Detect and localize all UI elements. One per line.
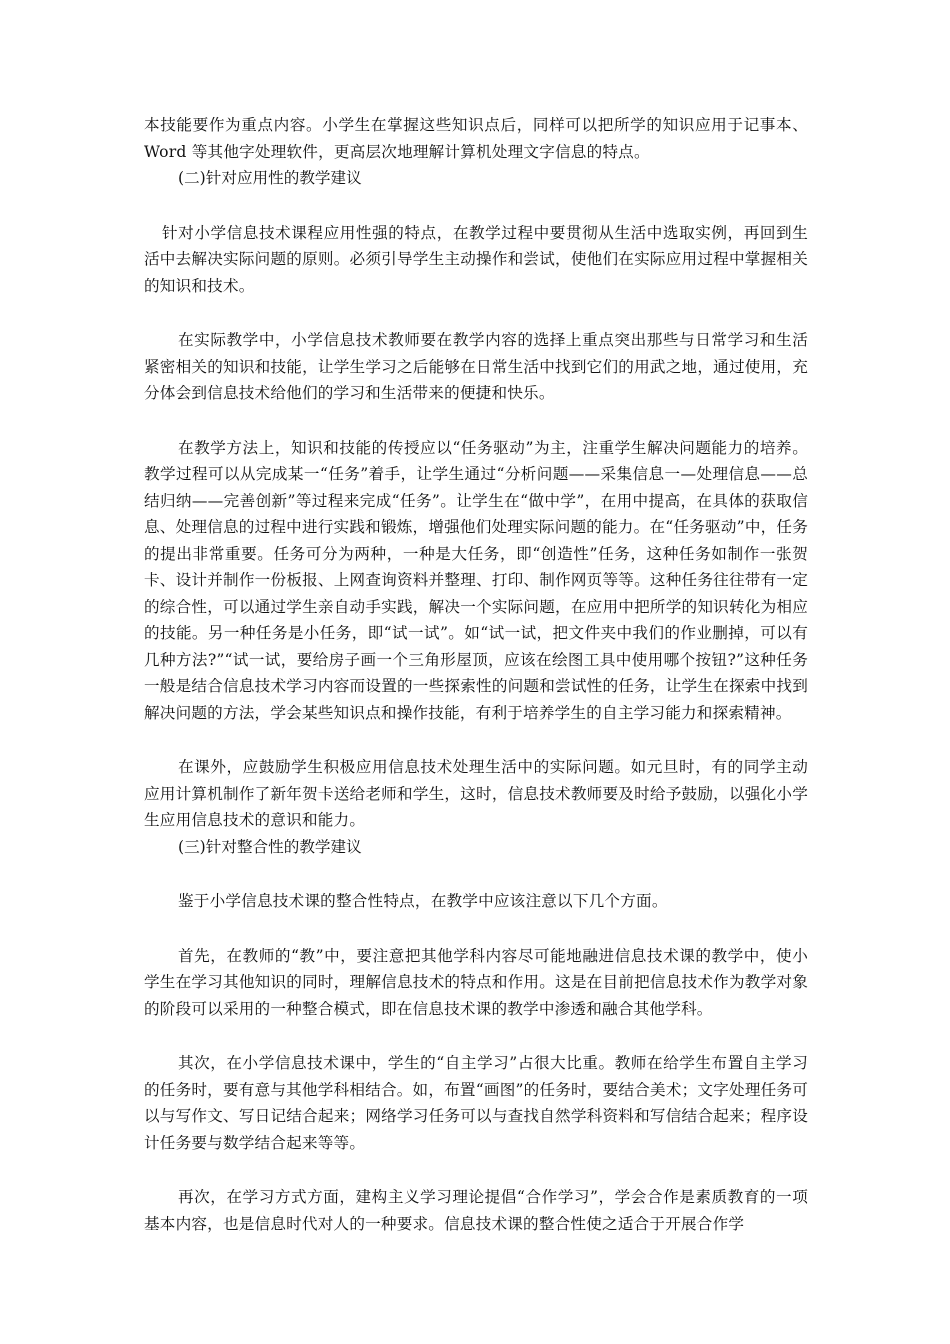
paragraph-task-driven: 在教学方法上，知识和技能的传授应以“任务驱动”为主，注重学生解决问题能力的培养。教学过程可以从完成某一“任务”着手，让学生通过“分析问题——采集信息一—处理信息——总结归纳——完善创新”等过程来完成“任务”。让学生在“做中学”，在用中提高，在具体的获取信息、处理信息的过程中进行实践和锻炼，增强他们处理实际问题的能力。在“任务驱动”中，任务的提出非常重要。任务可分为两种，一种是大任务，即“创造性”任务，这种任务如制作一张贺卡、设计并制作一份板报、上网查询资料并整理、打印、制作网页等等。这种任务往往带有一定的综合性，可以通过学生亲自动手实践，解决一个实际问题，在应用中把所学的知识转化为相应的技能。另一种任务是小任务，即“试一试”。如“试一试，把文件夹中我们的作业删掉，可以有几种方法?”“试一试，要给房子画一个三角形屋顶，应该在绘图工具中使用哪个按钮?”这种任务一般是结合信息技术学习内容而设置的一些探索性的问题和尝试性的任务，让学生在探索中找到解决问题的方法，学会某些知识点和操作技能，有利于培养学生的自主学习能力和探索精神。 (144, 438, 808, 722)
paragraph-second: 其次，在小学信息技术课中，学生的“自主学习”占很大比重。教师在给学生布置自主学习的任务时，要有意与其他学科相结合。如，布置“画图”的任务时，要结合美术；文字处理任务可以与写作文、写日记结合起来；网络学习任务可以与查找自然学科资料和写信结合起来；程序设计任务要与数学结合起来等等。 (144, 1054, 808, 1152)
paragraph-extracurricular: 在课外，应鼓励学生积极应用信息技术处理生活中的实际问题。如元旦时，有的同学主动应用计算机制作了新年贺卡送给老师和学生，这时，信息技术教师要及时给予鼓励，以强化小学生应用信息技术的意识和能力。 (144, 758, 808, 829)
paragraph-first: 首先，在教师的“教”中，要注意把其他学科内容尽可能地融进信息技术课的教学中，使小学生在学习其他知识的同时，理解信息技术的特点和作用。这是在目前把信息技术作为教学对象的阶段可以采用的一种整合模式，即在信息技术课的教学中渗透和融合其他学科。 (144, 946, 808, 1018)
section-heading-3: (三)针对整合性的教学建议 (178, 837, 362, 856)
paragraph-practical-teaching: 在实际教学中，小学信息技术教师要在教学内容的选择上重点突出那些与日常学习和生活紧密相关的知识和技能，让学生学习之后能够在日常生活中找到它们的用武之地，通过使用，充分体会到信息技术给他们的学习和生活带来的便捷和快乐。 (144, 331, 808, 402)
paragraph-integration-intro: 鉴于小学信息技术课的整合性特点，在教学中应该注意以下几个方面。 (178, 892, 668, 910)
paragraph-third: 再次，在学习方式方面，建构主义学习理论提倡“合作学习”，学会合作是素质教育的一项基本内容，也是信息时代对人的一种要求。信息技术课的整合性使之适合于开展合作学 (144, 1188, 808, 1233)
section-heading-2: (二)针对应用性的教学建议 (178, 169, 362, 187)
paragraph-application-intro: 针对小学信息技术课程应用性强的特点，在教学过程中要贯彻从生活中选取实例，再回到生活中去解决实际问题的原则。必须引导学生主动操作和尝试，使他们在实际应用过程中掌握相关的知识和技术。 (144, 223, 808, 295)
paragraph-intro-continuation: 本技能要作为重点内容。小学生在掌握这些知识点后，同样可以把所学的知识应用于记事本、Word 等其他字处理软件，更高层次地理解计算机处理文字信息的特点。 (144, 116, 808, 161)
document-body (144, 112, 808, 1237)
